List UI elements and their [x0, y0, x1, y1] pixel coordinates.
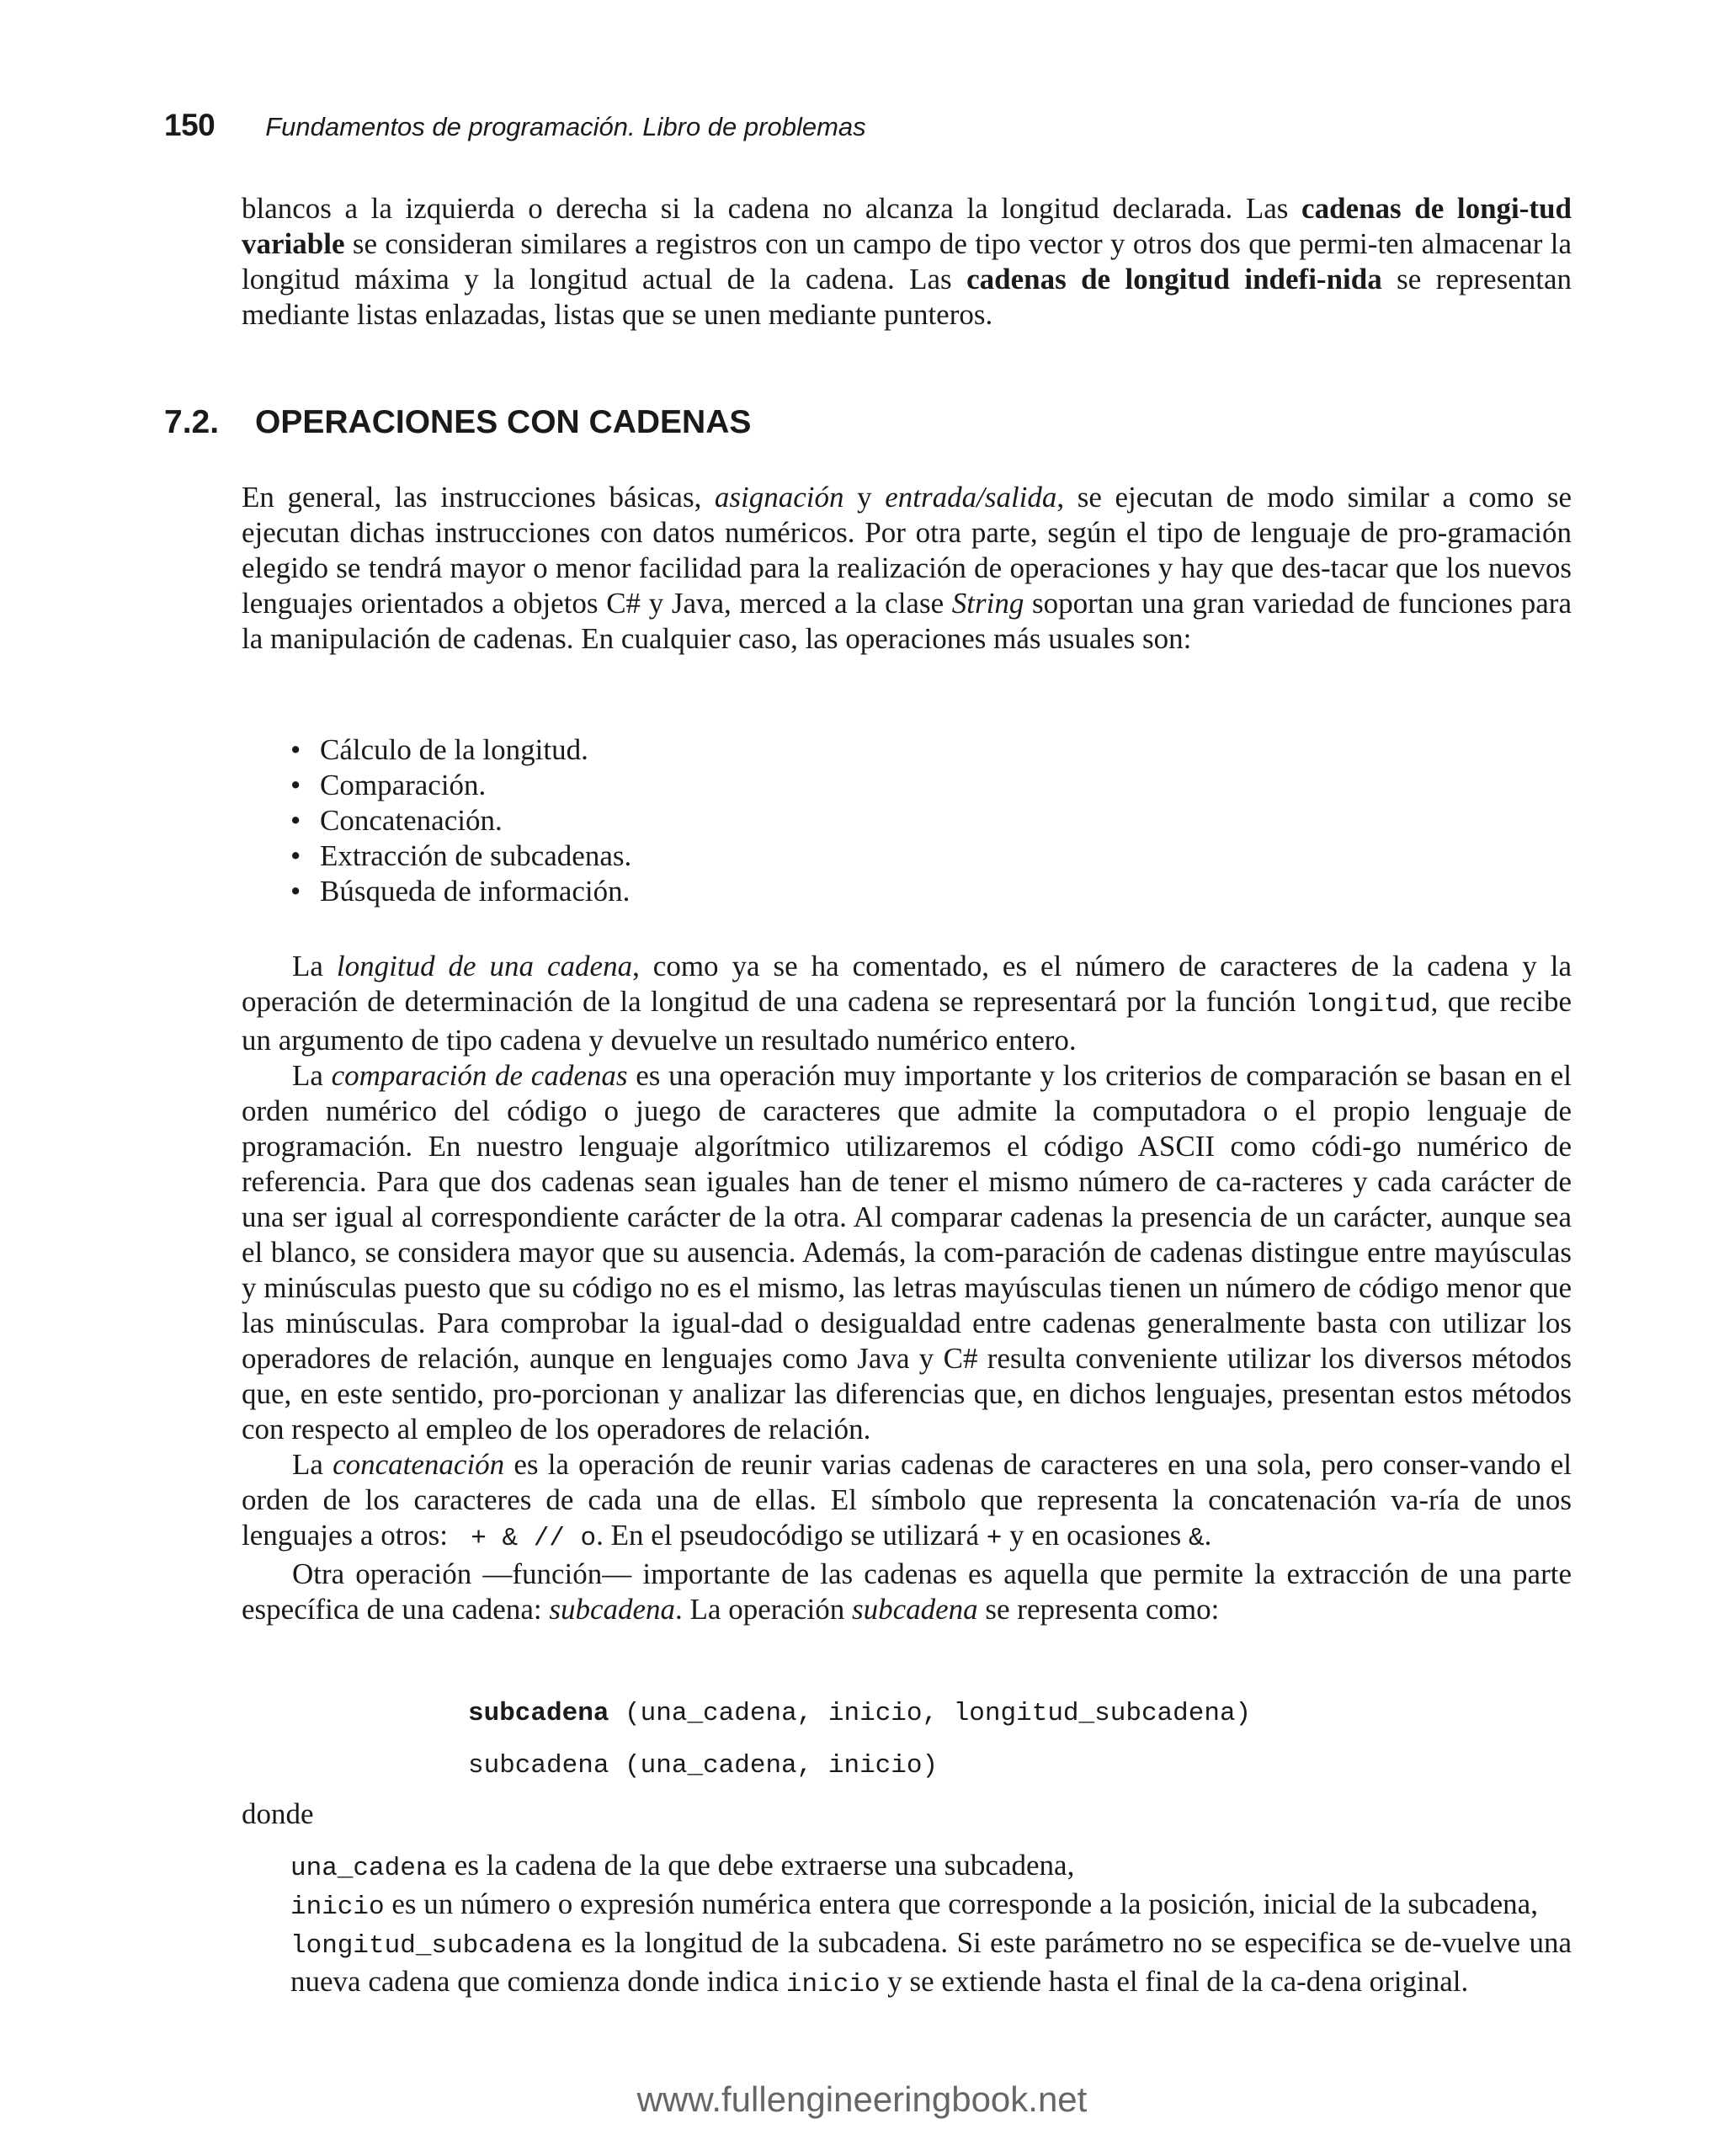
- running-header: [164, 108, 866, 150]
- list-item: • Comparación.: [290, 769, 487, 801]
- general-paragraph: En general, las instrucciones básicas, asignación y entrada/salida, se ejecutan de modo similar a como se ejecutan dichas instrucciones con datos numéricos. Por otra parte, según el tipo de lenguaje de pro-gramación elegido se tendrá mayor o menor facilidad para la realización de operaciones y hay que des-tacar que los nuevos lenguajes orientados a objetos C# y Java, merced a la clase String soportan una gran variedad de funciones para la manipulación de cadenas. En cualquier caso, las operaciones más usuales son:: [242, 481, 1572, 655]
- intro-paragraph: blancos a la izquierda o derecha si la cadena no alcanza la longitud declarada. Las cadenas de longi-tud variable se consideran similares a registros con un campo de tipo vector y otros dos que permi-ten almacenar la longitud máxima y la longitud actual de la cadena. Las cadenas de longitud indefi-nida se representan mediante listas enlazadas, listas que se unen mediante punteros.: [242, 192, 1572, 331]
- section-number: 7.2.: [164, 404, 220, 440]
- operations-text: [242, 949, 1572, 1627]
- bold-term: cadenas de longitud indefi-nida: [966, 263, 1382, 295]
- page-number: 150: [164, 108, 216, 142]
- list-item: • Concatenación.: [290, 804, 503, 837]
- section-title: OPERACIONES CON CADENAS: [255, 404, 752, 440]
- definition-item: una_cadena es la cadena de la que debe extraerse una subcadena,: [290, 1849, 1075, 1883]
- list-item: • Cálculo de la longitud.: [290, 733, 588, 766]
- list-item: • Extracción de subcadenas.: [290, 839, 632, 872]
- concatenacion-paragraph: La concatenación es la operación de reunir varias cadenas de caracteres en una sola, pero conser-vando el orden de los caracteres de cada una de ellas. El símbolo que representa la concatenación va-ría de unos lenguajes a otros: + & // o. En el pseudocódigo se utilizará + y en ocasiones &.: [242, 1448, 1572, 1553]
- parameter-definitions: [290, 1848, 1572, 2003]
- definition-item: inicio es un número o expresión numérica entera que corresponde a la posición, inicial de la subcadena,: [290, 1887, 1538, 1922]
- code-line-2: subcadena (una_cadena, inicio): [468, 1751, 939, 1781]
- operations-list: [290, 732, 631, 909]
- list-item: • Búsqueda de información.: [290, 875, 631, 908]
- footer-watermark-url: www.fullengineeringbook.net: [636, 2079, 1088, 2119]
- comparacion-paragraph: La comparación de cadenas es una operación muy importante y los criterios de comparación se basan en el orden numérico del código o juego de caracteres que admite la computadora o el propio lenguaje de programación. En nuestro lenguaje algorítmico utilizaremos el código ASCII como códi-go numérico de referencia. Para que dos cadenas sean iguales han de tener el mismo número de ca-racteres y cada carácter de una ser igual al correspondiente carácter de la otra. Al comparar cadenas la presencia de un carácter, aunque sea el blanco, se considera mayor que su ausencia. Además, la com-paración de cadenas distingue entre mayúsculas y minúsculas puesto que su código no es el mismo, las letras mayúsculas tienen un número de código menor que las minúsculas. Para comprobar la igual-dad o desigualdad entre cadenas generalmente basta con utilizar los operadores de relación, aunque en lenguajes como Java y C# resulta conveniente utilizar los diversos métodos que, en este sentido, pro-porcionan y analizar las diferencias que, en dichos lenguajes, presentan estos métodos con respecto al empleo de los operadores de relación.: [242, 1059, 1572, 1445]
- subcadena-paragraph: Otra operación —función— importante de las cadenas es aquella que permite la extracción de una parte específica de una cadena: subcadena. La operación subcadena se representa como:: [242, 1557, 1572, 1626]
- code-line-1: subcadena (una_cadena, inicio, longitud_subcadena): [468, 1699, 1252, 1728]
- definition-item: longitud_subcadena es la longitud de la subcadena. Si este parámetro no se especifica se de-vuelve una nueva cadena que comienza donde indica inicio y se extiende hasta el final de la ca-dena original.: [290, 1926, 1572, 1999]
- running-title: Fundamentos de programación. Libro de problemas: [265, 112, 866, 141]
- bold-term: cadenas de longi-tud variable: [242, 192, 1572, 260]
- donde-label: donde: [242, 1797, 314, 1830]
- section-heading: [164, 404, 751, 441]
- longitud-paragraph: La longitud de una cadena, como ya se ha comentado, es el número de caracteres de la cadena y la operación de determinación de la longitud de una cadena se representará por la función longitud, que recibe un argumento de tipo cadena y devuelve un resultado numérico entero.: [242, 950, 1572, 1057]
